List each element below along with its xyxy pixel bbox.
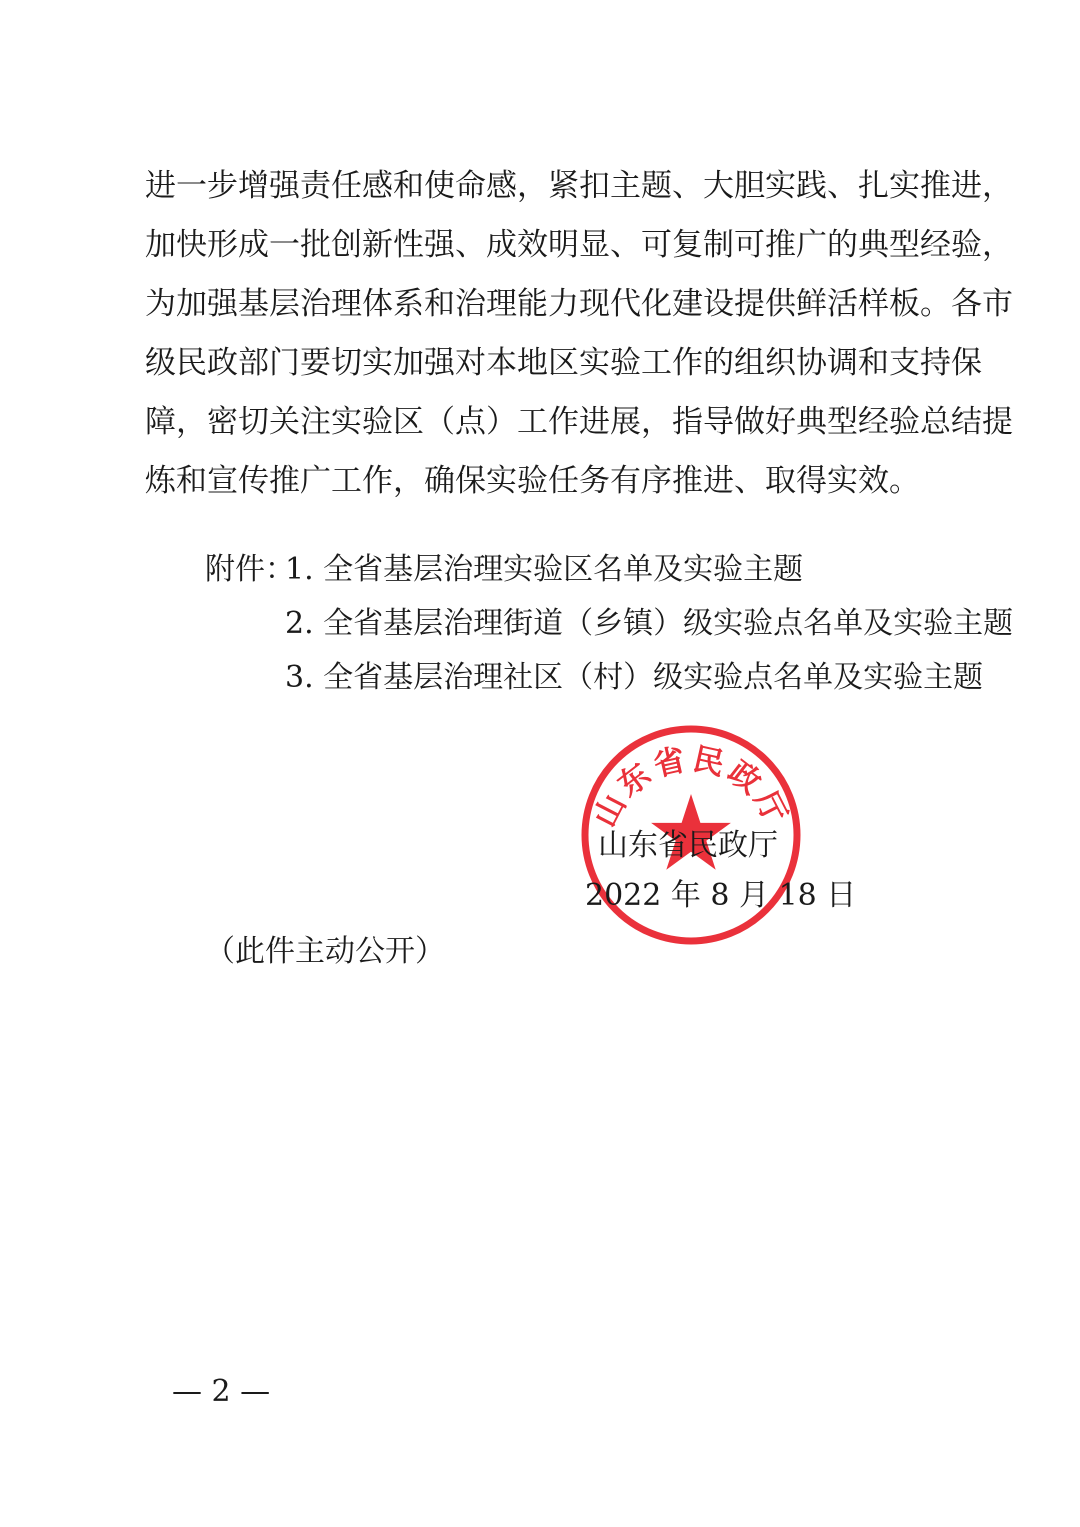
body-line-1: 进一步增强责任感和使命感，紧扣主题、大胆实践、扎实推进，: [145, 168, 1013, 204]
seal-text: 山东省民政厅: [586, 741, 796, 833]
attachment-item-1: 1. 全省基层治理实验区名单及实验主题: [285, 552, 804, 587]
body-line-6: 炼和宣传推广工作，确保实验任务有序推进、取得实效。: [145, 463, 920, 499]
page-number: — 2 —: [172, 1374, 271, 1409]
body-line-3: 为加强基层治理体系和治理能力现代化建设提供鲜活样板。各市: [145, 286, 1013, 322]
body-line-2: 加快形成一批创新性强、成效明显、可复制可推广的典型经验，: [145, 227, 1013, 263]
body-line-5: 障，密切关注实验区（点）工作进展，指导做好典型经验总结提: [145, 404, 1013, 440]
signature-org: 山东省民政厅: [598, 828, 778, 863]
signature-date: 2022 年 8 月 18 日: [585, 878, 857, 913]
attachment-item-3: 3. 全省基层治理社区（村）级实验点名单及实验主题: [285, 660, 984, 695]
disclosure-note: （此件主动公开）: [205, 934, 445, 969]
attachments-label: 附件：: [205, 552, 295, 587]
attachment-item-2: 2. 全省基层治理街道（乡镇）级实验点名单及实验主题: [285, 606, 1014, 641]
body-line-4: 级民政部门要切实加强对本地区实验工作的组织协调和支持保: [145, 345, 982, 381]
